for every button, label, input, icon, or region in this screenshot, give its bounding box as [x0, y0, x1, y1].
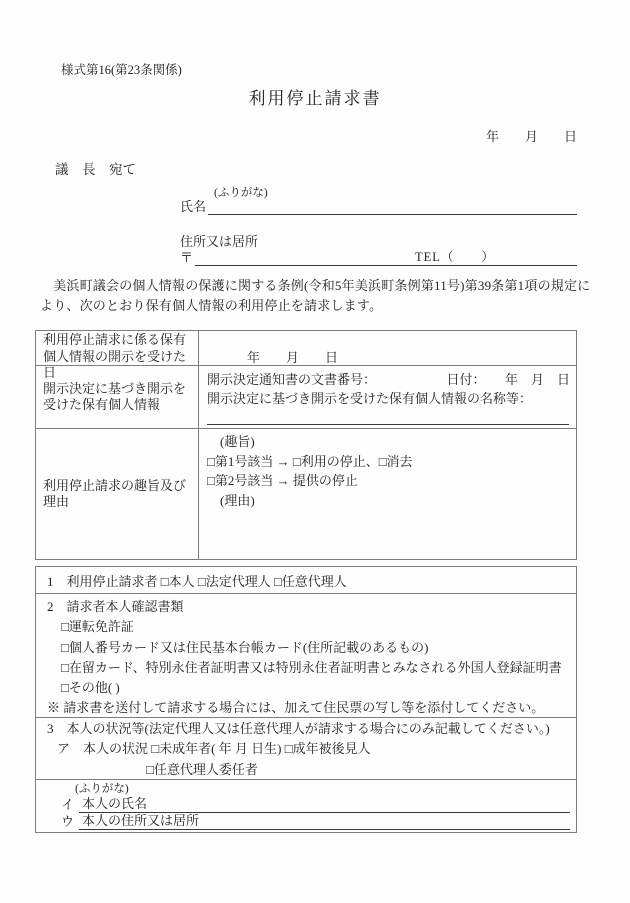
- addressee-line: 議 長 宛て: [55, 162, 136, 177]
- purpose-option-1: □第1号該当 → □利用の停止、□消去: [207, 453, 413, 469]
- table-row: [36, 365, 576, 428]
- name-fill-line: [208, 198, 577, 215]
- reason-heading: (理由): [220, 492, 255, 508]
- identity-documents-heading: 2 請求者本人確認書類: [47, 599, 184, 614]
- spacer: [207, 408, 570, 424]
- furigana-label: (ふりがな): [214, 187, 268, 199]
- requester-type-row: [36, 567, 576, 593]
- disclosed-info-label: 開示決定に基づき開示を受けた保有個人情報: [43, 380, 187, 412]
- body-paragraph: [40, 276, 596, 316]
- doc-number-line: [207, 370, 570, 389]
- body-paragraph-line-1: 美浜町議会の個人情報の保護に関する条例(令和5年美浜町条例第11号)第39条第1項の規定に: [40, 278, 591, 293]
- request-purpose-label: 利用停止請求の趣旨及び理由: [43, 477, 187, 509]
- principal-name-address-row: [36, 779, 576, 832]
- date-placeholder: 年 月 日: [485, 129, 577, 144]
- disclosure-date-placeholder: 年 月 日: [247, 350, 339, 366]
- disclosure-date-label: 利用停止請求に係る保有個人情報の開示を受けた日: [43, 332, 187, 380]
- doc-date-label: 日付： 年 月 日: [446, 372, 570, 387]
- disclosed-name-fill-line: [207, 424, 569, 425]
- name-field-row: [180, 198, 577, 215]
- requester-details-table: [35, 566, 577, 833]
- disclosure-info-table: [35, 330, 577, 560]
- identity-doc-option-3: □在留カード、特別永住者証明書又は特別永住者証明書とみなされる外国人登録証明書: [61, 659, 562, 675]
- principal-address-label: 本人の住所又は居所: [82, 813, 200, 828]
- principal-status-row: [36, 717, 576, 779]
- identity-doc-option-4: □その他( ): [61, 680, 120, 696]
- principal-name-prefix: イ: [61, 797, 75, 812]
- page-title: 利用停止請求書: [248, 89, 382, 108]
- form-number: 様式第16(第23条関係): [61, 63, 182, 77]
- tel-label: TEL（ ）: [415, 250, 495, 264]
- principal-address-fill-line: [79, 813, 570, 830]
- principal-furigana-label: (ふりがな): [75, 783, 129, 795]
- address-section-label: 住所又は居所: [180, 234, 259, 249]
- principal-name-label: 本人の氏名: [82, 796, 148, 811]
- purpose-option-2: □第2号該当 → 提供の停止: [207, 473, 358, 488]
- doc-number-label: 開示決定通知書の文書番号：: [207, 372, 377, 387]
- disclosed-name-label: 開示決定に基づき開示を受けた保有個人情報の名称等：: [207, 391, 533, 406]
- identity-doc-option-1: □運転免許証: [61, 619, 134, 635]
- address-fill-line: [195, 249, 577, 266]
- principal-status-heading: 3 本人の状況等(法定代理人又は任意代理人が請求する場合にのみ記載してください。): [47, 721, 550, 736]
- postal-field-row: [180, 249, 577, 266]
- purpose-heading: (趣旨): [220, 434, 255, 449]
- principal-address-row: [36, 813, 576, 830]
- principal-address-prefix: ウ: [61, 814, 75, 829]
- table-row: [36, 428, 576, 559]
- name-label: 氏名: [180, 199, 207, 214]
- principal-status-line-2: □任意代理人委任者: [146, 761, 258, 777]
- identity-documents-row: [36, 593, 576, 717]
- postal-mark: 〒: [180, 250, 194, 265]
- mailing-note: ※ 請求書を送付して請求する場合には、加えて住民票の写し等を添付してください。: [47, 700, 545, 716]
- principal-status-line: ア 本人の状況 □未成年者( 年 月 日生) □成年被後見人: [57, 741, 371, 757]
- identity-doc-option-2: □個人番号カード又は住民基本台帳カード(住所記載のあるもの): [61, 639, 429, 655]
- request-purpose-cell: [198, 429, 576, 559]
- requester-type-line: 1 利用停止請求者 □本人 □法定代理人 □任意代理人: [47, 573, 347, 589]
- body-paragraph-line-2: より、次のとおり保有個人情報の利用停止を請求します。: [40, 298, 383, 313]
- disclosed-info-cell: [198, 366, 576, 428]
